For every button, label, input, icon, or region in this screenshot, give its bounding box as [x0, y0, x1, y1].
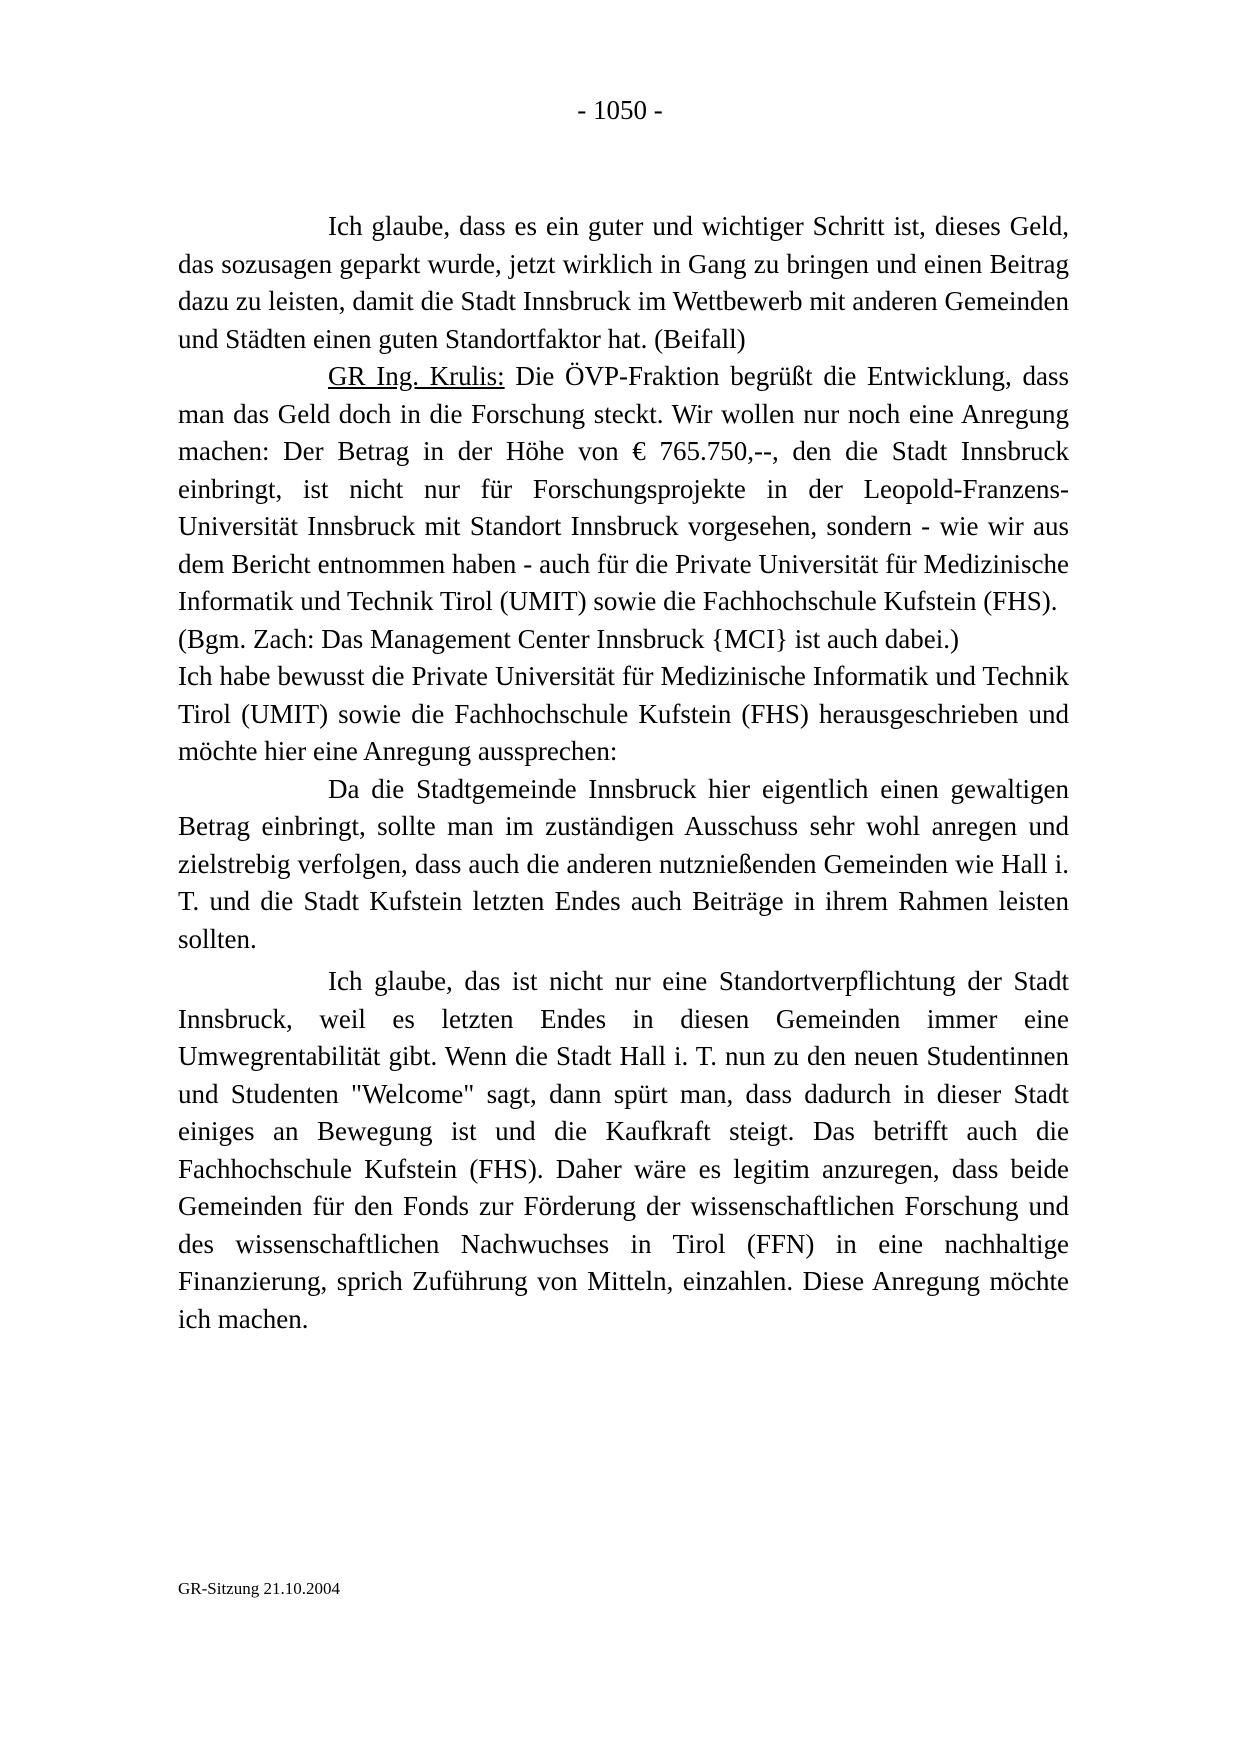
speaker-name: GR Ing. Krulis:: [328, 361, 505, 391]
paragraph-continuation: Ich habe bewusst die Private Universität für Medizinische Informatik und Technik Tirol (UMIT) sowie die Fachhochschule Kufstein (FHS) herausgeschrieben und möchte hier eine Anregung aussprechen:: [178, 661, 1069, 766]
paragraph-closing-remarks: Ich glaube, dass es ein guter und wichtiger Schritt ist, dieses Geld, das sozusagen geparkt wurde, jetzt wirklich in Gang zu bringen und einen Beitrag dazu zu leisten, damit die Stadt Innsbruck im Wettbewerb mit anderen Gemeinden und Städten einen guten Standortfaktor hat. (Beifall): [178, 211, 1069, 354]
paragraph-suggestion: Da die Stadtgemeinde Innsbruck hier eigentlich einen gewaltigen Betrag einbringt, sollte man im zuständigen Ausschuss sehr wohl anregen und zielstrebig verfolgen, dass auch die anderen nutznießenden Gemeinden wie Hall i. T. und die Stadt Kufstein letzten Endes auch Beiträge in ihrem Rahmen leisten sollten.: [178, 773, 1069, 954]
document-body: [178, 208, 1069, 1338]
footer-session-date: GR-Sitzung 21.10.2004: [178, 1579, 340, 1598]
paragraph-krulis-statement: [178, 358, 1069, 621]
speaker-statement: Die ÖVP-Fraktion begrüßt die Entwicklung, dass man das Geld doch in die Forschung steckt. Wir wollen nur noch eine Anregung machen: Der Betrag in der Höhe von € 765.750,--, den die Stadt Innsbruck einbringt, ist nicht nur für Forschungsprojekte in der Leopold-Franzens-Universität Innsbruck mit Standort Innsbruck vorgesehen, sondern - wie wir aus dem Bericht entnommen haben - auch für die Private Universität für Medizinische Informatik und Technik Tirol (UMIT) sowie die Fachhochschule Kufstein (FHS).: [178, 361, 1069, 616]
page-number: - 1050 -: [577, 95, 663, 125]
paragraph-interjection: (Bgm. Zach: Das Management Center Innsbruck {MCI} ist auch dabei.): [178, 623, 959, 654]
paragraph-conclusion: Ich glaube, das ist nicht nur eine Standortverpflichtung der Stadt Innsbruck, weil es letzten Endes in diesen Gemeinden immer eine Umwegrentabilität gibt. Wenn die Stadt Hall i. T. nun zu den neuen Studentinnen und Studenten "Welcome" sagt, dann spürt man, dass dadurch in dieser Stadt einiges an Bewegung ist und die Kaufkraft steigt. Das betrifft auch die Fachhochschule Kufstein (FHS). Daher wäre es legitim anzuregen, dass beide Gemeinden für den Fonds zur Förderung der wissenschaftlichen Forschung und des wissenschaftlichen Nachwuchses in Tirol (FFN) in eine nachhaltige Finanzierung, sprich Zuführung von Mitteln, einzahlen. Diese Anregung möchte ich machen.: [178, 966, 1069, 1334]
